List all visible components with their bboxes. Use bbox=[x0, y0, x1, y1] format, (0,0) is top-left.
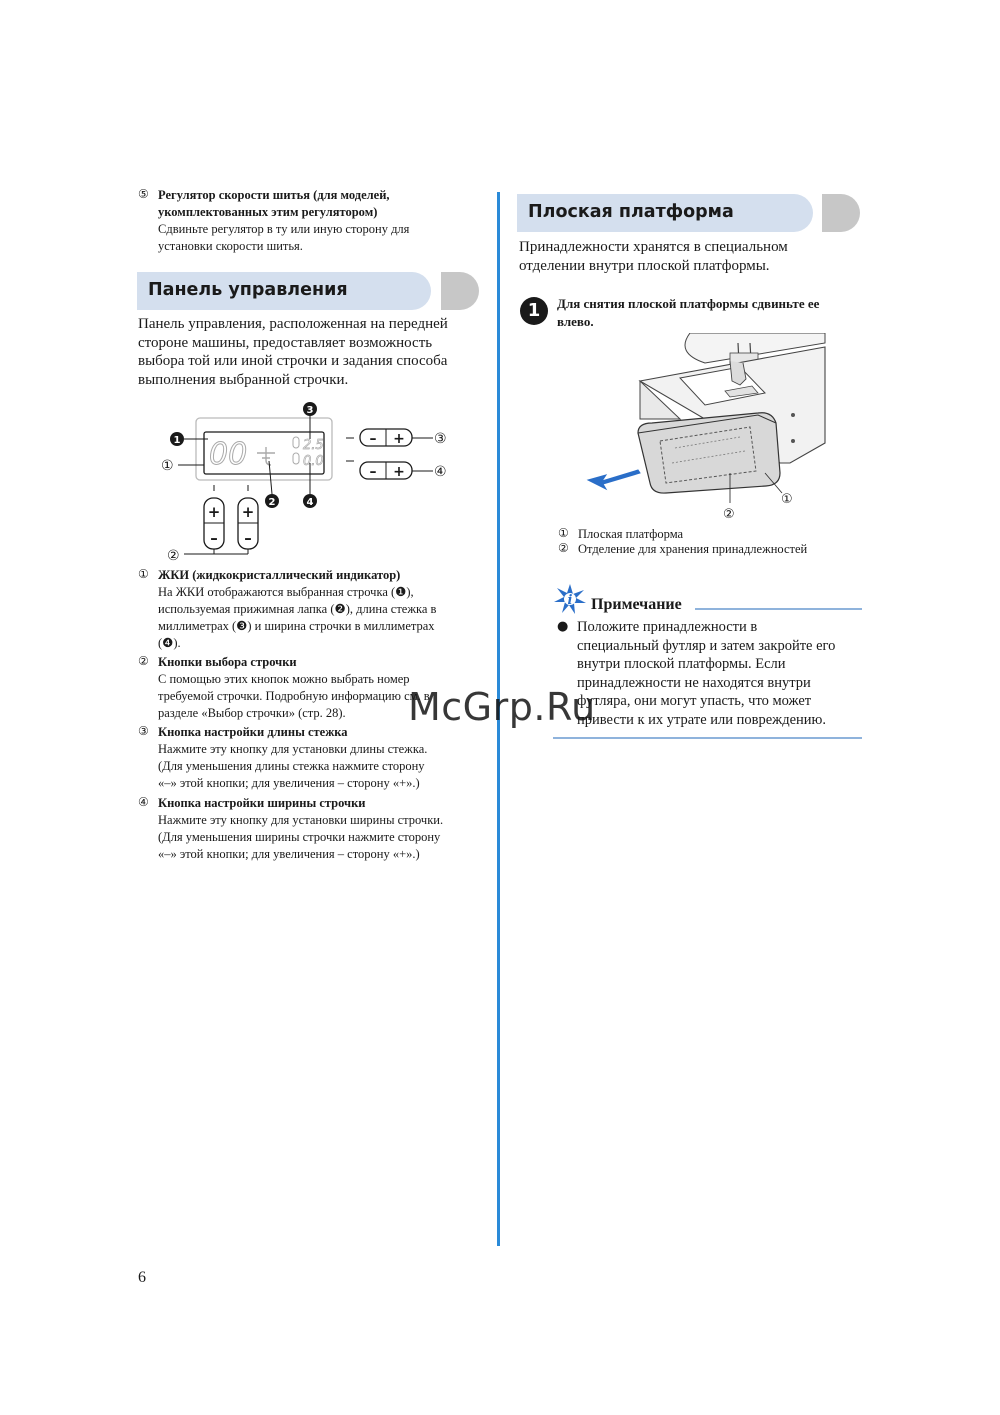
label-3: ③ bbox=[434, 431, 447, 447]
note-title: Примечание bbox=[591, 596, 682, 613]
note-title-rule bbox=[695, 608, 862, 610]
section-header-control-panel bbox=[137, 272, 481, 310]
illustration-label-1: ① bbox=[781, 492, 793, 507]
legend-item: ② Отделение для хранения принадлежностей bbox=[558, 541, 808, 556]
label-2: ② bbox=[167, 548, 180, 564]
callout-3: 3 bbox=[306, 405, 314, 416]
item-marker: ③ bbox=[138, 724, 149, 738]
svg-text:i: i bbox=[567, 593, 573, 608]
svg-text:+: + bbox=[393, 431, 405, 447]
watermark: McGrp.Ru bbox=[408, 685, 596, 729]
item-heading: ЖКИ (жидкокристаллический индикатор) bbox=[158, 568, 401, 582]
flat-bed-illustration bbox=[580, 333, 830, 523]
svg-text:–: – bbox=[369, 431, 377, 447]
note-icon bbox=[553, 583, 587, 615]
stitch-select-item: ② Кнопки выбора строчки С помощью этих кнопок можно выбрать номер требуемой строчки. Подробную информацию см. в разделе «Выбор строчки» (стр. 28). bbox=[138, 654, 488, 722]
item-heading: Кнопка настройки длины стежка bbox=[158, 725, 348, 739]
svg-text:–: – bbox=[369, 464, 377, 480]
lcd-stitch-number: 00 bbox=[209, 437, 248, 472]
note-text: Положите принадлежности в специальный футляр и затем закройте его внутри плоской платформы. Если принадлежности не находятся внутри футляра, они могут упасть, что может привести к их утрате или повреждению. bbox=[577, 619, 836, 728]
legend-item: ① Плоская платформа bbox=[558, 526, 684, 541]
section-header-flat-bed bbox=[517, 194, 861, 232]
stitch-length-item: ③ Кнопка настройки длины стежка Нажмите эту кнопку для установки длины стежка. (Для уменьшения длины стежка нажмите сторону «–» этой кнопки; для увеличения – сторону «+».) bbox=[138, 724, 488, 792]
svg-text:+: + bbox=[241, 503, 255, 521]
svg-text:–: – bbox=[244, 529, 252, 547]
svg-text:+: + bbox=[207, 503, 221, 521]
svg-text:+: + bbox=[393, 464, 405, 480]
item-marker: ② bbox=[138, 654, 149, 668]
item-heading: Кнопка настройки ширины строчки bbox=[158, 796, 366, 810]
control-panel-intro: Панель управления, расположенная на передней стороне машины, предоставляет возможность выбора той или иной строчки и задания способа выполнения выбранной строчки. bbox=[138, 316, 448, 388]
item-heading: Кнопки выбора строчки bbox=[158, 655, 297, 669]
callout-4: 4 bbox=[306, 497, 314, 508]
step-text: Для снятия плоской платформы сдвиньте ее влево. bbox=[557, 296, 820, 329]
note-bullet: ● bbox=[557, 619, 569, 634]
speed-controller-item bbox=[138, 187, 483, 255]
lcd-length-value: 2.5 bbox=[303, 438, 324, 453]
lcd-width-value: 0.0 bbox=[303, 454, 324, 469]
label-4: ④ bbox=[434, 464, 447, 480]
lcd-item: ① ЖКИ (жидкокристаллический индикатор) На ЖКИ отображаются выбранная строчка (❶), используемая прижимная лапка (❷), длина стежка в миллиметрах (❸) и ширина строчки в миллиметрах (❹). bbox=[138, 567, 488, 652]
callout-2: 2 bbox=[268, 497, 276, 508]
item-marker: ④ bbox=[138, 795, 149, 809]
svg-text:–: – bbox=[210, 529, 218, 547]
section-title: Панель управления bbox=[148, 280, 348, 300]
callout-1: 1 bbox=[173, 435, 181, 446]
slide-left-arrow bbox=[588, 470, 640, 489]
control-panel-diagram bbox=[150, 395, 460, 565]
page-number: 6 bbox=[138, 1269, 146, 1286]
step-number-badge: 1 bbox=[520, 297, 548, 325]
item-text: установки скорости шитья. bbox=[158, 239, 303, 253]
flat-bed-intro: Принадлежности хранятся в специальном отделении внутри плоской платформы. bbox=[519, 239, 788, 274]
illustration-label-2: ② bbox=[723, 507, 735, 522]
item-heading: укомплектованных этим регулятором) bbox=[158, 205, 378, 219]
item-marker: ⑤ bbox=[138, 187, 149, 201]
item-marker: ① bbox=[138, 567, 149, 581]
section-title: Плоская платформа bbox=[528, 202, 734, 222]
note-bottom-rule bbox=[553, 737, 862, 739]
label-1: ① bbox=[161, 458, 174, 474]
stitch-width-item: ④ Кнопка настройки ширины строчки Нажмите эту кнопку для установки ширины строчки. (Для уменьшения ширины строчки нажмите сторону «–» этой кнопки; для увеличения – сторону «+».) bbox=[138, 795, 488, 863]
item-text: Сдвиньте регулятор в ту или иную сторону для bbox=[158, 222, 410, 236]
item-heading: Регулятор скорости шитья (для моделей, bbox=[158, 188, 390, 202]
